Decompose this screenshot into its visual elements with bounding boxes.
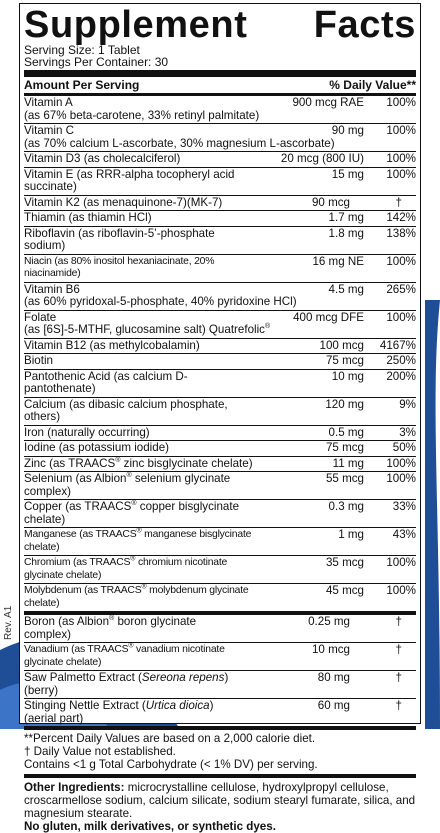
nutrient-name: Pantothenic Acid (as calcium D-pantothenate) bbox=[24, 369, 188, 395]
footnote: Contains <1 g Total Carbohydrate (< 1% DV) per serving. bbox=[24, 758, 318, 771]
nutrient-row bbox=[24, 167, 416, 195]
nutrient-amount: 0.5 mg bbox=[328, 425, 364, 439]
nutrient-amount: 120 mg bbox=[325, 397, 364, 411]
nutrient-daily-value: † bbox=[395, 615, 402, 628]
nutrient-name: Vitamin C bbox=[24, 124, 75, 137]
nutrient-source: (as 60% pyridoxal-5-phosphate, 40% pyridoxine HCl) bbox=[24, 295, 297, 308]
nutrient-name: Chromium (as TRAACS® chromium nicotinate glycinate chelate) bbox=[24, 555, 228, 581]
nutrient-row bbox=[24, 96, 416, 123]
nutrient-daily-value: 100% bbox=[386, 472, 416, 485]
nutrient-name: Folate bbox=[24, 310, 57, 324]
other-ingredients: Other Ingredients: microcrystalline cellulose, hydroxylpropyl cellulose, croscarmellose sodium, calcium silicate, sodium stearyl fumarate, silica, and magnesium stearate. No gluten, milk derivatives, or synthetic dyes. bbox=[24, 781, 416, 833]
nutrient-amount: 45 mcg bbox=[325, 584, 364, 597]
nutrient-amount: 900 mcg RAE bbox=[292, 96, 364, 109]
nutrient-name: Biotin bbox=[24, 354, 54, 367]
nutrient-amount: 35 mcg bbox=[325, 556, 364, 569]
nutrient-name: Copper (as TRAACS® copper bisglycinate chelate) bbox=[24, 500, 240, 526]
nutrient-name: Iodine (as potassium iodide) bbox=[24, 441, 170, 454]
nutrient-amount: 4.5 mg bbox=[328, 282, 364, 296]
nutrient-amount: 75 mcg bbox=[325, 441, 364, 454]
nutrient-name: Vitamin E (as RRR-alpha tocopheryl acid succinate) bbox=[24, 167, 235, 193]
nutrient-source: (as [6S]-5-MTHF, glucosamine salt) Quatrefolic® bbox=[24, 323, 271, 336]
nutrient-row bbox=[24, 555, 416, 583]
nutrient-amount: 80 mg bbox=[317, 671, 350, 684]
nutrient-daily-value: 100% bbox=[386, 584, 416, 597]
nutrient-row bbox=[24, 151, 416, 167]
nutrient-list bbox=[24, 96, 416, 611]
nutrient-daily-value: 3% bbox=[399, 425, 416, 439]
nutrient-name: Iron (naturally occurring) bbox=[24, 425, 150, 439]
nutrient-amount: 0.25 mg bbox=[308, 615, 350, 628]
nutrient-row bbox=[24, 226, 416, 254]
nutrient-daily-value: 100% bbox=[386, 310, 416, 324]
nutrient-daily-value: 138% bbox=[386, 226, 416, 240]
nutrient-daily-value: † bbox=[395, 643, 402, 656]
nutrient-daily-value: 100% bbox=[386, 254, 416, 268]
nutrient-row bbox=[24, 499, 416, 527]
nutrient-name: Molybdenum (as TRAACS® molybdenum glycinate chelate) bbox=[24, 583, 249, 609]
nutrient-amount: 90 mcg bbox=[311, 195, 350, 209]
nutrient-daily-value: 43% bbox=[392, 528, 416, 541]
nutrient-daily-value: 9% bbox=[399, 397, 416, 411]
nutrient-amount: 100 mcg bbox=[319, 338, 364, 352]
nutrient-source: (as 67% beta-carotene, 33% retinyl palmitate) bbox=[24, 108, 260, 122]
nutrient-amount: 75 mcg bbox=[325, 354, 364, 367]
nutrient-name: Vitamin B12 (as methylcobalamin) bbox=[24, 338, 200, 352]
nutrient-name: Zinc (as TRAACS® zinc bisglycinate chelate) bbox=[24, 456, 253, 470]
nutrient-name: Riboflavin (as riboflavin-5’-phosphate sodium) bbox=[24, 226, 215, 252]
nutrient-row bbox=[24, 123, 416, 151]
nutrient-daily-value: 100% bbox=[386, 456, 416, 470]
nutrient-daily-value: 100% bbox=[386, 152, 416, 165]
footnotes bbox=[24, 730, 416, 771]
nutrient-daily-value: 200% bbox=[386, 369, 416, 383]
nutrient-row bbox=[24, 642, 416, 670]
nutrient-amount: 10 mcg bbox=[311, 643, 350, 656]
free-from-statement: No gluten, milk derivatives, or synthetic dyes. bbox=[24, 820, 276, 833]
nutrient-name: Vitamin B6 bbox=[24, 282, 80, 296]
footnote: † Daily Value not established. bbox=[24, 745, 176, 758]
nutrient-name: Vitamin K2 (as menaquinone-7)(MK-7) bbox=[24, 195, 223, 209]
panel-title: Supplement Facts bbox=[24, 4, 416, 46]
nutrient-name: Vanadium (as TRAACS® vanadium nicotinate glycinate chelate) bbox=[24, 642, 225, 668]
nutrient-amount: 15 mg bbox=[331, 167, 364, 181]
nutrient-daily-value: † bbox=[395, 671, 402, 684]
nutrient-daily-value: 4167% bbox=[379, 338, 416, 352]
nutrient-name: Saw Palmetto Extract (Sereona repens) (berry) bbox=[24, 671, 229, 697]
nutrient-daily-value: † bbox=[395, 195, 402, 209]
nutrient-amount: 20 mcg (800 IU) bbox=[280, 152, 364, 165]
nutrient-name: Boron (as Albion® boron glycinate complex) bbox=[24, 615, 197, 641]
nutrient-row bbox=[24, 527, 416, 555]
nutrient-amount: 10 mg bbox=[331, 369, 364, 383]
nutrient-row bbox=[24, 353, 416, 369]
nutrient-daily-value: 250% bbox=[386, 354, 416, 367]
nutrient-daily-value: 100% bbox=[386, 556, 416, 569]
nutrient-row bbox=[24, 369, 416, 397]
nutrient-row bbox=[24, 583, 416, 611]
nutrient-amount: 1 mg bbox=[338, 528, 364, 541]
other-ingredient-list bbox=[24, 615, 416, 726]
nutrient-row bbox=[24, 670, 416, 698]
nutrient-amount: 1.7 mg bbox=[328, 211, 364, 224]
nutrient-row bbox=[24, 310, 416, 338]
nutrient-name: Stinging Nettle Extract (Urtica dioica) (aerial part) bbox=[24, 699, 214, 725]
nutrient-row bbox=[24, 397, 416, 425]
revision-label: Rev. A1 bbox=[3, 605, 14, 640]
nutrient-amount: 0.3 mg bbox=[328, 500, 364, 513]
nutrient-row bbox=[24, 471, 416, 499]
serving-size: Serving Size: 1 Tablet bbox=[24, 43, 140, 57]
nutrient-name: Niacin (as 80% inositol hexaniacinate, 20% niacinamide) bbox=[24, 255, 215, 279]
nutrient-daily-value: 100% bbox=[386, 124, 416, 137]
nutrient-row bbox=[24, 254, 416, 282]
nutrient-row bbox=[24, 338, 416, 354]
nutrient-name: Vitamin D3 (as cholecalciferol) bbox=[24, 152, 181, 165]
nutrient-row bbox=[24, 440, 416, 456]
nutrient-daily-value: 100% bbox=[386, 96, 416, 109]
column-header: Amount Per Serving % Daily Value** bbox=[24, 78, 416, 92]
nutrient-amount: 90 mg bbox=[331, 124, 364, 137]
nutrient-amount: 60 mg bbox=[317, 699, 350, 712]
nutrient-amount: 55 mcg bbox=[325, 472, 364, 485]
nutrient-name: Thiamin (as thiamin HCl) bbox=[24, 211, 152, 224]
nutrient-row bbox=[24, 615, 416, 642]
nutrient-name: Vitamin A bbox=[24, 96, 73, 109]
nutrient-name: Calcium (as dibasic calcium phosphate, others) bbox=[24, 397, 228, 423]
nutrient-row bbox=[24, 456, 416, 472]
nutrient-daily-value: 33% bbox=[392, 500, 416, 513]
nutrient-row bbox=[24, 425, 416, 441]
footnote: **Percent Daily Values are based on a 2,000 calorie diet. bbox=[24, 732, 316, 745]
nutrient-daily-value: 142% bbox=[386, 211, 416, 224]
nutrient-row bbox=[24, 282, 416, 310]
nutrient-daily-value: † bbox=[395, 699, 402, 712]
nutrient-source: (as 70% calcium L-ascorbate, 30% magnesium L-ascorbate) bbox=[24, 136, 335, 150]
nutrient-amount: 1.8 mg bbox=[328, 226, 364, 240]
nutrient-name: Selenium (as Albion® selenium glycinate complex) bbox=[24, 472, 231, 498]
supplement-facts-panel bbox=[19, 3, 421, 833]
nutrient-row bbox=[24, 210, 416, 226]
nutrient-amount: 11 mg bbox=[332, 456, 364, 470]
nutrient-row bbox=[24, 698, 416, 726]
nutrient-daily-value: 50% bbox=[392, 441, 416, 454]
nutrient-amount: 16 mg NE bbox=[312, 254, 364, 268]
nutrient-name: Manganese (as TRAACS® manganese bisglycinate chelate) bbox=[24, 527, 252, 553]
servings-per-container: Servings Per Container: 30 bbox=[24, 55, 169, 69]
nutrient-daily-value: 100% bbox=[386, 167, 416, 181]
nutrient-row bbox=[24, 195, 416, 211]
nutrient-daily-value: 265% bbox=[386, 282, 416, 296]
nutrient-amount: 400 mcg DFE bbox=[293, 310, 364, 324]
